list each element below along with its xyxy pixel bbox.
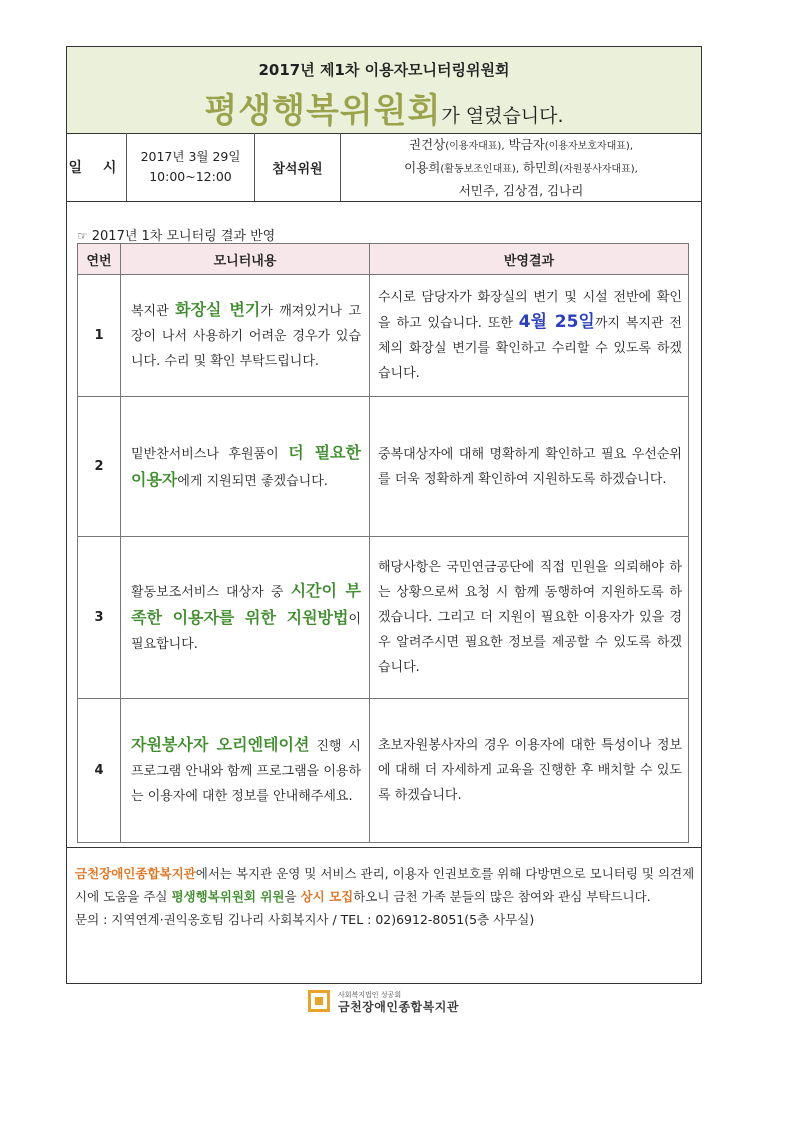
monitor-highlight: 자원봉사자 오리엔테이션 bbox=[131, 735, 310, 754]
column-header: 연번 bbox=[78, 244, 121, 275]
attendees-line bbox=[409, 134, 633, 157]
logo-mark-icon bbox=[308, 990, 330, 1012]
attendee-role: (활동보조인대표), bbox=[440, 163, 519, 175]
org-name: 금천장애인종합복지관 bbox=[75, 866, 196, 881]
attendee-name: 하민희 bbox=[522, 159, 560, 175]
result-highlight: 4월 25일 bbox=[518, 312, 595, 332]
table-header-row bbox=[78, 244, 689, 275]
attendee-name: 박금자 bbox=[508, 136, 545, 152]
monitor-content bbox=[121, 275, 370, 397]
header-subtitle: 2017년 제1차 이용자모니터링위원회 bbox=[258, 61, 510, 79]
footer-text: 을 bbox=[284, 889, 301, 904]
monitor-highlight: 더 필요한 이용자 bbox=[131, 442, 361, 489]
row-number: 2 bbox=[78, 397, 121, 537]
result-content bbox=[370, 699, 689, 843]
monitoring-table bbox=[77, 243, 689, 843]
date-label: 일 시 bbox=[67, 133, 127, 201]
result-text: 수시로 담당자가 화장실의 변기 및 시설 전반에 확인을 하고 있습니다. 또한 bbox=[378, 290, 682, 331]
attendees-line bbox=[404, 157, 638, 180]
monitor-content bbox=[121, 699, 370, 843]
info-row bbox=[67, 133, 701, 202]
result-content bbox=[370, 397, 689, 537]
result-content bbox=[370, 537, 689, 699]
monitor-content bbox=[121, 397, 370, 537]
footer-highlight: 상시 모집 bbox=[300, 889, 354, 904]
monitor-highlight: 시간이 부족한 이용자를 위한 지원방법 bbox=[131, 581, 361, 627]
time-line: 10:00~12:00 bbox=[149, 169, 232, 184]
column-header: 반영결과 bbox=[370, 244, 689, 275]
org-logo bbox=[308, 990, 468, 1016]
result-text: 중복대상자에 대해 명확하게 확인하고 필요 우선순위를 더욱 정확하게 확인하여 지원하도록 하겠습니다. bbox=[378, 446, 682, 487]
attendee-role: (이용자대표), bbox=[445, 140, 505, 152]
attendee-name: 권건상 bbox=[408, 136, 446, 152]
table-row bbox=[78, 397, 689, 537]
monitor-text: 밑반찬서비스나 후원품이 bbox=[131, 446, 289, 462]
notice-header bbox=[67, 47, 701, 134]
footer-highlight: 평생행복위원회 위원 bbox=[171, 889, 285, 904]
table-row bbox=[78, 537, 689, 699]
footer-text: 하오니 금천 가족 분들의 많은 참여와 관심 부탁드니다. bbox=[353, 889, 651, 904]
monitor-text: 활동보조서비스 대상자 중 bbox=[131, 585, 291, 600]
monitor-text: 진행 시 프로그램 안내와 함께 프로그램을 이용하는 이용자에 대한 정보를 안내해주세요. bbox=[131, 739, 362, 804]
section-title-text: 2017년 1차 모니터링 결과 반영 bbox=[91, 229, 276, 244]
result-text: 해당사항은 국민연금공단에 직접 민원을 의뢰해야 하는 상황으로써 요청 시 함께 동행하여 지원하도록 하겠습니다. 그리고 더 지원이 필요한 이용자가 있을 경우 알려주시면 필요한 정보를 제공할 수 있도록 하겠습니다. bbox=[378, 560, 682, 675]
row-number: 3 bbox=[78, 537, 121, 699]
result-text: 초보자원봉사자의 경우 이용자에 대한 특성이나 정보에 대해 더 자세하게 교육을 진행한 후 배치할 수 있도록 하겠습니다. bbox=[378, 738, 682, 803]
attendee-role: (자원봉사자대표), bbox=[559, 163, 638, 175]
date-value bbox=[127, 133, 255, 201]
column-header: 모니터내용 bbox=[121, 244, 370, 275]
row-number: 4 bbox=[78, 699, 121, 843]
contact-info: 문의 : 지역연계·권익옹호팀 김나리 사회복지사 / TEL : 02)6912-8051(5층 사무실) bbox=[75, 912, 535, 927]
result-content bbox=[370, 275, 689, 397]
header-title-rest: 가 열렸습니다. bbox=[441, 105, 564, 127]
attendee-name: 이용희 bbox=[404, 159, 441, 175]
attendee-role: (이용자보호자대표), bbox=[544, 140, 633, 152]
monitor-highlight: 화장실 변기 bbox=[175, 300, 261, 319]
monitor-text: 이 필요합니다. bbox=[131, 612, 361, 652]
logo-name: 금천장애인종합복지관 bbox=[338, 1000, 459, 1014]
logo-small-text: 사회복지법인 성공회 bbox=[338, 991, 402, 999]
monitor-text: 복지관 bbox=[131, 304, 176, 319]
attendees-label: 참석위원 bbox=[255, 133, 341, 201]
header-title bbox=[67, 83, 701, 132]
recruit-footer bbox=[67, 847, 701, 984]
result-text: 까지 복지관 전체의 화장실 변기를 확인하고 수리할 수 있도록 하겠습니다. bbox=[378, 316, 682, 381]
attendees-list bbox=[341, 133, 701, 201]
table-row bbox=[78, 699, 689, 843]
notice-frame bbox=[66, 46, 702, 984]
recruit-text bbox=[75, 862, 695, 931]
attendees-line: 서민주, 김상겸, 김나리 bbox=[458, 182, 584, 198]
monitor-text: 가 깨져있거나 고장이 나서 사용하기 어려운 경우가 있습니다. 수리 및 확인 부탁드립니다. bbox=[131, 304, 361, 369]
table-row bbox=[78, 275, 689, 397]
date-line: 2017년 3월 29일 bbox=[140, 149, 241, 164]
section-title bbox=[77, 225, 275, 244]
row-number: 1 bbox=[78, 275, 121, 397]
monitor-text: 에게 지원되면 좋겠습니다. bbox=[177, 473, 328, 489]
header-title-big: 평생행복위원회 bbox=[204, 91, 442, 131]
pointing-hand-icon: ☞ bbox=[77, 229, 88, 243]
footer-text: 에서는 복지관 운영 및 서비스 관리, 이용자 인권보호를 위해 다방면으로 모니터링 및 의견제시에 도움을 주실 bbox=[75, 866, 695, 904]
monitor-content bbox=[121, 537, 370, 699]
